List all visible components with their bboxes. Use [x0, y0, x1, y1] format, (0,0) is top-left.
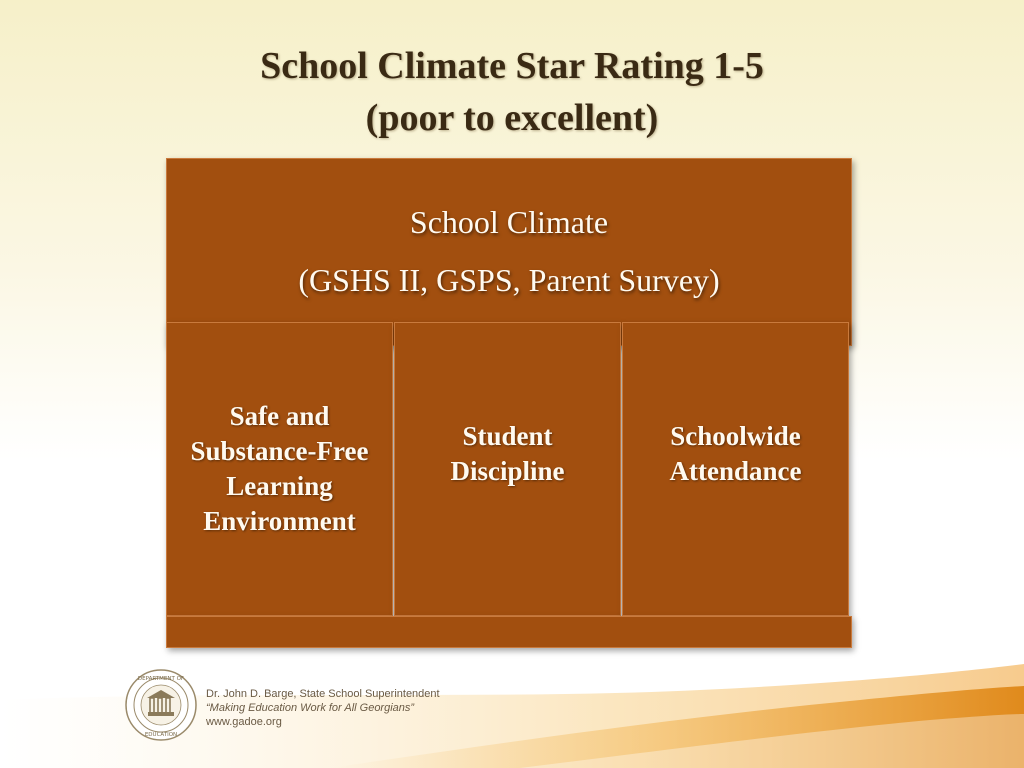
school-climate-sources: (GSHS II, GSPS, Parent Survey) — [298, 262, 720, 298]
school-climate-diagram — [166, 158, 852, 650]
column-student-discipline — [394, 322, 621, 616]
svg-text:DEPARTMENT OF: DEPARTMENT OF — [137, 676, 185, 682]
base-bar — [166, 616, 852, 648]
column-safe-learning-environment — [166, 322, 393, 616]
footer-website-link[interactable]: www.gadoe.org — [206, 716, 282, 728]
slide-title-line1: School Climate Star Rating 1-5 — [260, 45, 764, 87]
georgia-department-of-education-seal-icon — [124, 668, 198, 742]
footer-tagline: “Making Education Work for All Georgians” — [206, 702, 415, 714]
column-label: Student Discipline — [450, 421, 565, 486]
slide-title-line2: (poor to excellent) — [365, 97, 659, 139]
column-label: Schoolwide Attendance — [669, 421, 802, 486]
school-climate-heading: School Climate — [409, 204, 609, 240]
column-label: Safe and Substance-Free Learning Environment — [190, 401, 369, 536]
footer-superintendent: Dr. John D. Barge, State School Superintendent — [206, 688, 440, 700]
school-climate-box — [166, 158, 852, 346]
column-schoolwide-attendance — [622, 322, 849, 616]
svg-text:EDUCATION: EDUCATION — [144, 732, 178, 738]
